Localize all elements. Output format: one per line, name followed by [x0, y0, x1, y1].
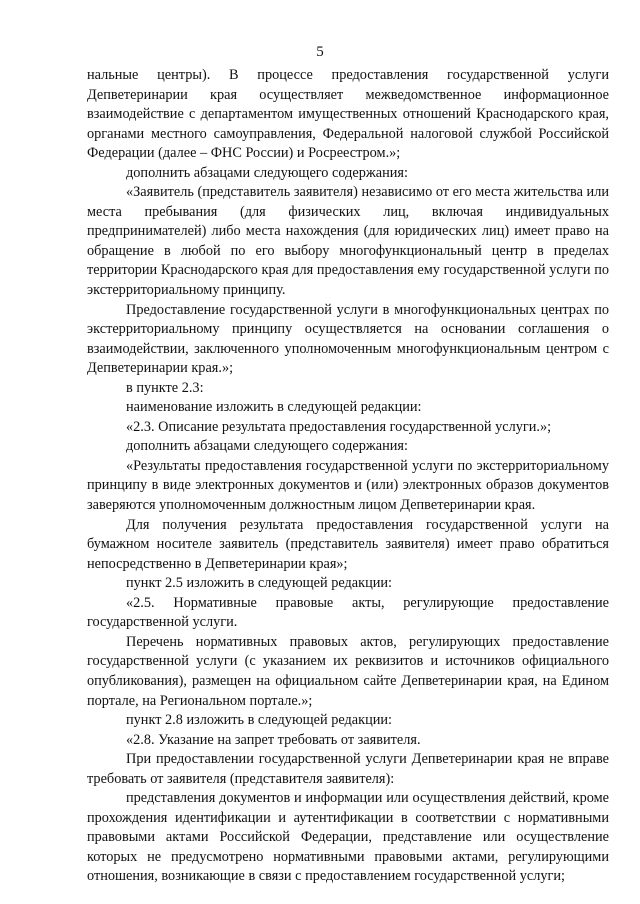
body-paragraph: дополнить абзацами следующего содержания: — [126, 164, 408, 181]
body-paragraph: Для получения результата предоставления государственной услуги на бумажном носителе заявитель (представитель заявителя) имеет право обратиться непосредственно в Депветеринарии края»; — [87, 516, 609, 572]
body-paragraph: Предоставление государственной услуги в многофункциональных центрах по экстерриториальному принципу осуществляется на основании соглашения о взаимодействии, заключенного уполномоченным многофункциональным центром с Депветеринарии края.»; — [87, 301, 609, 377]
body-paragraph: пункт 2.8 изложить в следующей редакции: — [126, 712, 393, 729]
body-paragraph: представления документов и информации или осуществления действий, кроме прохождения идентификации и аутентификации в соответствии с нормативными правовыми актами Российской Федерации, представление или осуществление которых не предусмотрено нормативными правовыми актами, регулирующими отношения, возникающие в связи с предоставлением государственной услуги; — [87, 790, 609, 885]
body-paragraph: дополнить абзацами следующего содержания: — [126, 438, 408, 455]
body-paragraph: При предоставлении государственной услуги Депветеринарии края не вправе требовать от заявителя (представителя заявителя): — [87, 751, 609, 787]
body-paragraph: наименование изложить в следующей редакции: — [126, 399, 422, 416]
body-paragraph: «Результаты предоставления государственной услуги по экстерриториальному принципу в виде электронных документов и (или) электронных образов документов заверяются уполномоченным должностным лицом Депветеринарии края. — [87, 457, 609, 514]
body-paragraph: «Заявитель (представитель заявителя) независимо от его места жительства или места пребывания (для физических лиц, включая индивидуальных предпринимателей) либо места нахождения (для юридических лиц) имеет право на обращение в любой по его выбору многофункциональный центр в пределах территории Краснодарского края для предоставления ему государственной услуги по экстерриториальному принципу. — [87, 184, 609, 299]
document-body — [87, 66, 609, 887]
page-number: 5 — [316, 44, 324, 60]
body-paragraph: нальные центры). В процессе предоставления государственной услуги Депветеринарии края осуществляет межведомственное информационное взаимодействие с департаментом имущественных отношений Краснодарского края, органами местного самоуправления, Федеральной налоговой службой Российской Федерации (далее – ФНС России) и Росреестром.»; — [87, 67, 609, 162]
body-paragraph: «2.5. Нормативные правовые акты, регулирующие предоставление государственной услуги. — [87, 594, 609, 631]
body-paragraph: «2.8. Указание на запрет требовать от заявителя. — [126, 731, 421, 748]
body-paragraph: в пункте 2.3: — [126, 379, 204, 396]
body-paragraph: Перечень нормативных правовых актов, регулирующих предоставление государственной услуги (с указанием их реквизитов и источников официального опубликования), размещен на официальном сайте Депветеринарии края, на Едином портале, на Региональном портале.»; — [87, 633, 609, 709]
body-paragraph: «2.3. Описание результата предоставления государственной услуги.»; — [126, 418, 552, 435]
body-paragraph: пункт 2.5 изложить в следующей редакции: — [126, 575, 393, 592]
